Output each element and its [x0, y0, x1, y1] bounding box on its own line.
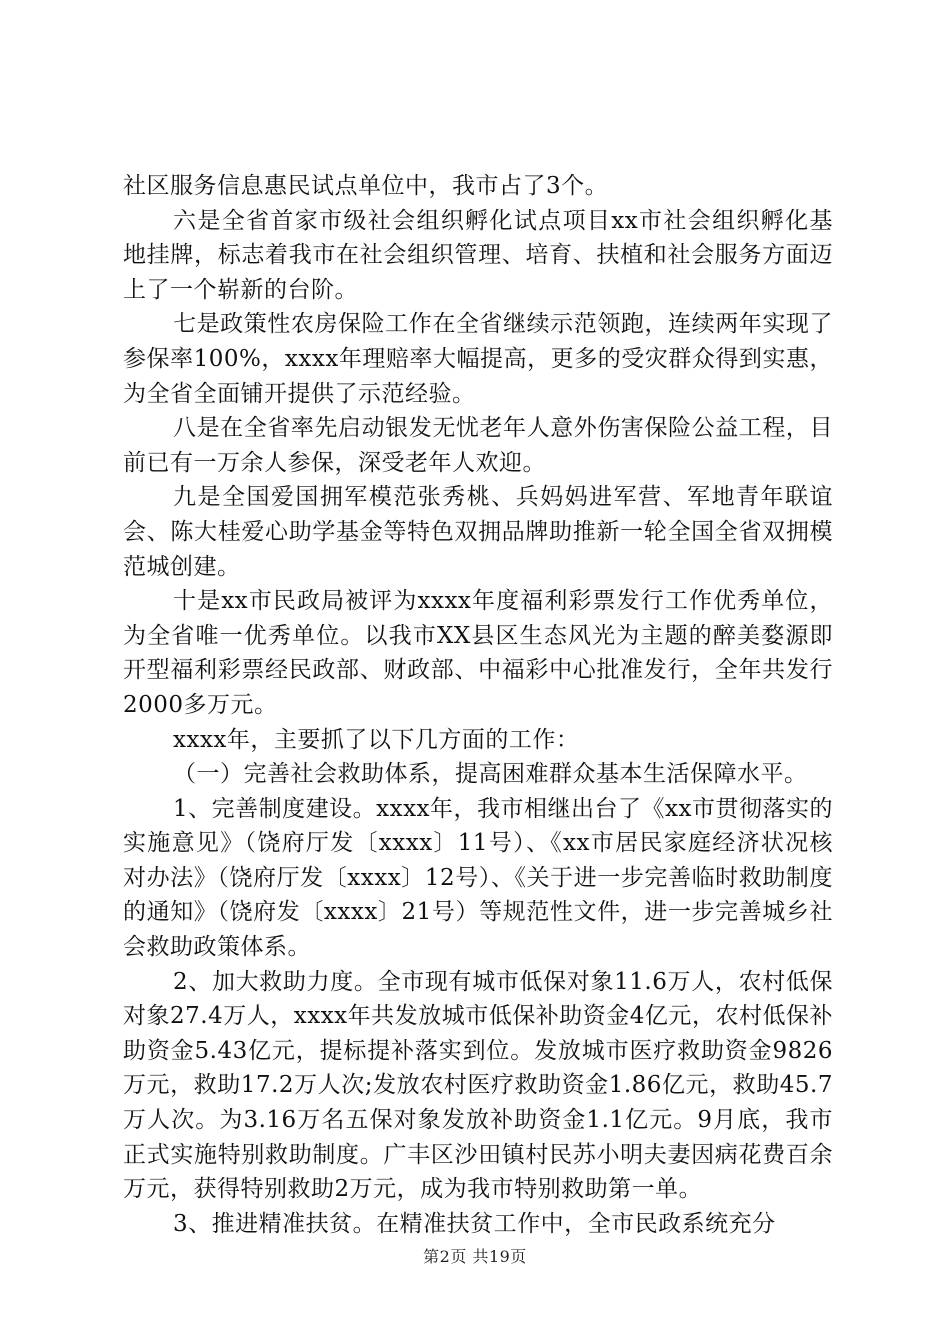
paragraph-5: 九是全国爱国拥军模范张秀桃、兵妈妈进军营、军地青年联谊会、陈大桂爱心助学基金等特色双拥品牌助推新一轮全国全省双拥模范城创建。	[123, 484, 833, 580]
paragraph-6: 十是xx市民政局被评为xxxx年度福利彩票发行工作优秀单位，为全省唯一优秀单位。以我市XX县区生态风光为主题的醉美婺源即开型福利彩票经民政部、财政部、中福彩中心批准发行，全年共发行2000多万元。	[123, 588, 833, 718]
paragraph-1: 社区服务信息惠民试点单位中，我市占了3个。	[123, 173, 609, 199]
paragraph-7: xxxx年，主要抓了以下几方面的工作：	[173, 726, 580, 753]
document-body	[123, 169, 833, 1241]
paragraph-10: 2、加大救助力度。全市现有城市低保对象11.6万人，农村低保对象27.4万人，xxxx年共发放城市低保补助资金4亿元，农村低保补助资金5.43亿元，提标提补落实到位。发放城市医疗救助资金9826万元，救助17.2万人次;发放农村医疗救助资金1.86亿元，救助45.7万人次。为3.16万名五保对象发放补助资金1.1亿元。9月底，我市正式实施特别救助制度。广丰区沙田镇村民苏小明夫妻因病花费百余万元，获得特别救助2万元，成为我市特别救助第一单。	[123, 968, 833, 1203]
paragraph-4: 八是在全省率先启动银发无忧老年人意外伤害保险公益工程，目前已有一万余人参保，深受老年人欢迎。	[123, 415, 833, 476]
paragraph-3: 七是政策性农房保险工作在全省继续示范领跑，连续两年实现了参保率100%，xxxx年理赔率大幅提高，更多的受灾群众得到实惠，为全省全面铺开提供了示范经验。	[123, 311, 833, 407]
paragraph-8: （一）完善社会救助体系，提高困难群众基本生活保障水平。	[173, 761, 808, 788]
paragraph-2: 六是全省首家市级社会组织孵化试点项目xx市社会组织孵化基地挂牌，标志着我市在社会组织管理、培育、扶植和社会服务方面迈上了一个崭新的台阶。	[123, 207, 833, 303]
paragraph-9: 1、完善制度建设。xxxx年，我市相继出台了《xx市贯彻落实的实施意见》（饶府厅发〔xxxx〕11号）、《xx市居民家庭经济状况核对办法》（饶府厅发〔xxxx〕12号）、《关于进一步完善临时救助制度的通知》（饶府发〔xxxx〕21号）等规范性文件，进一步完善城乡社会救助政策体系。	[123, 795, 833, 961]
page-number-footer: 第2页 共19页	[423, 1247, 527, 1266]
paragraph-11: 3、推进精准扶贫。在精准扶贫工作中，全市民政系统充分	[173, 1210, 776, 1237]
